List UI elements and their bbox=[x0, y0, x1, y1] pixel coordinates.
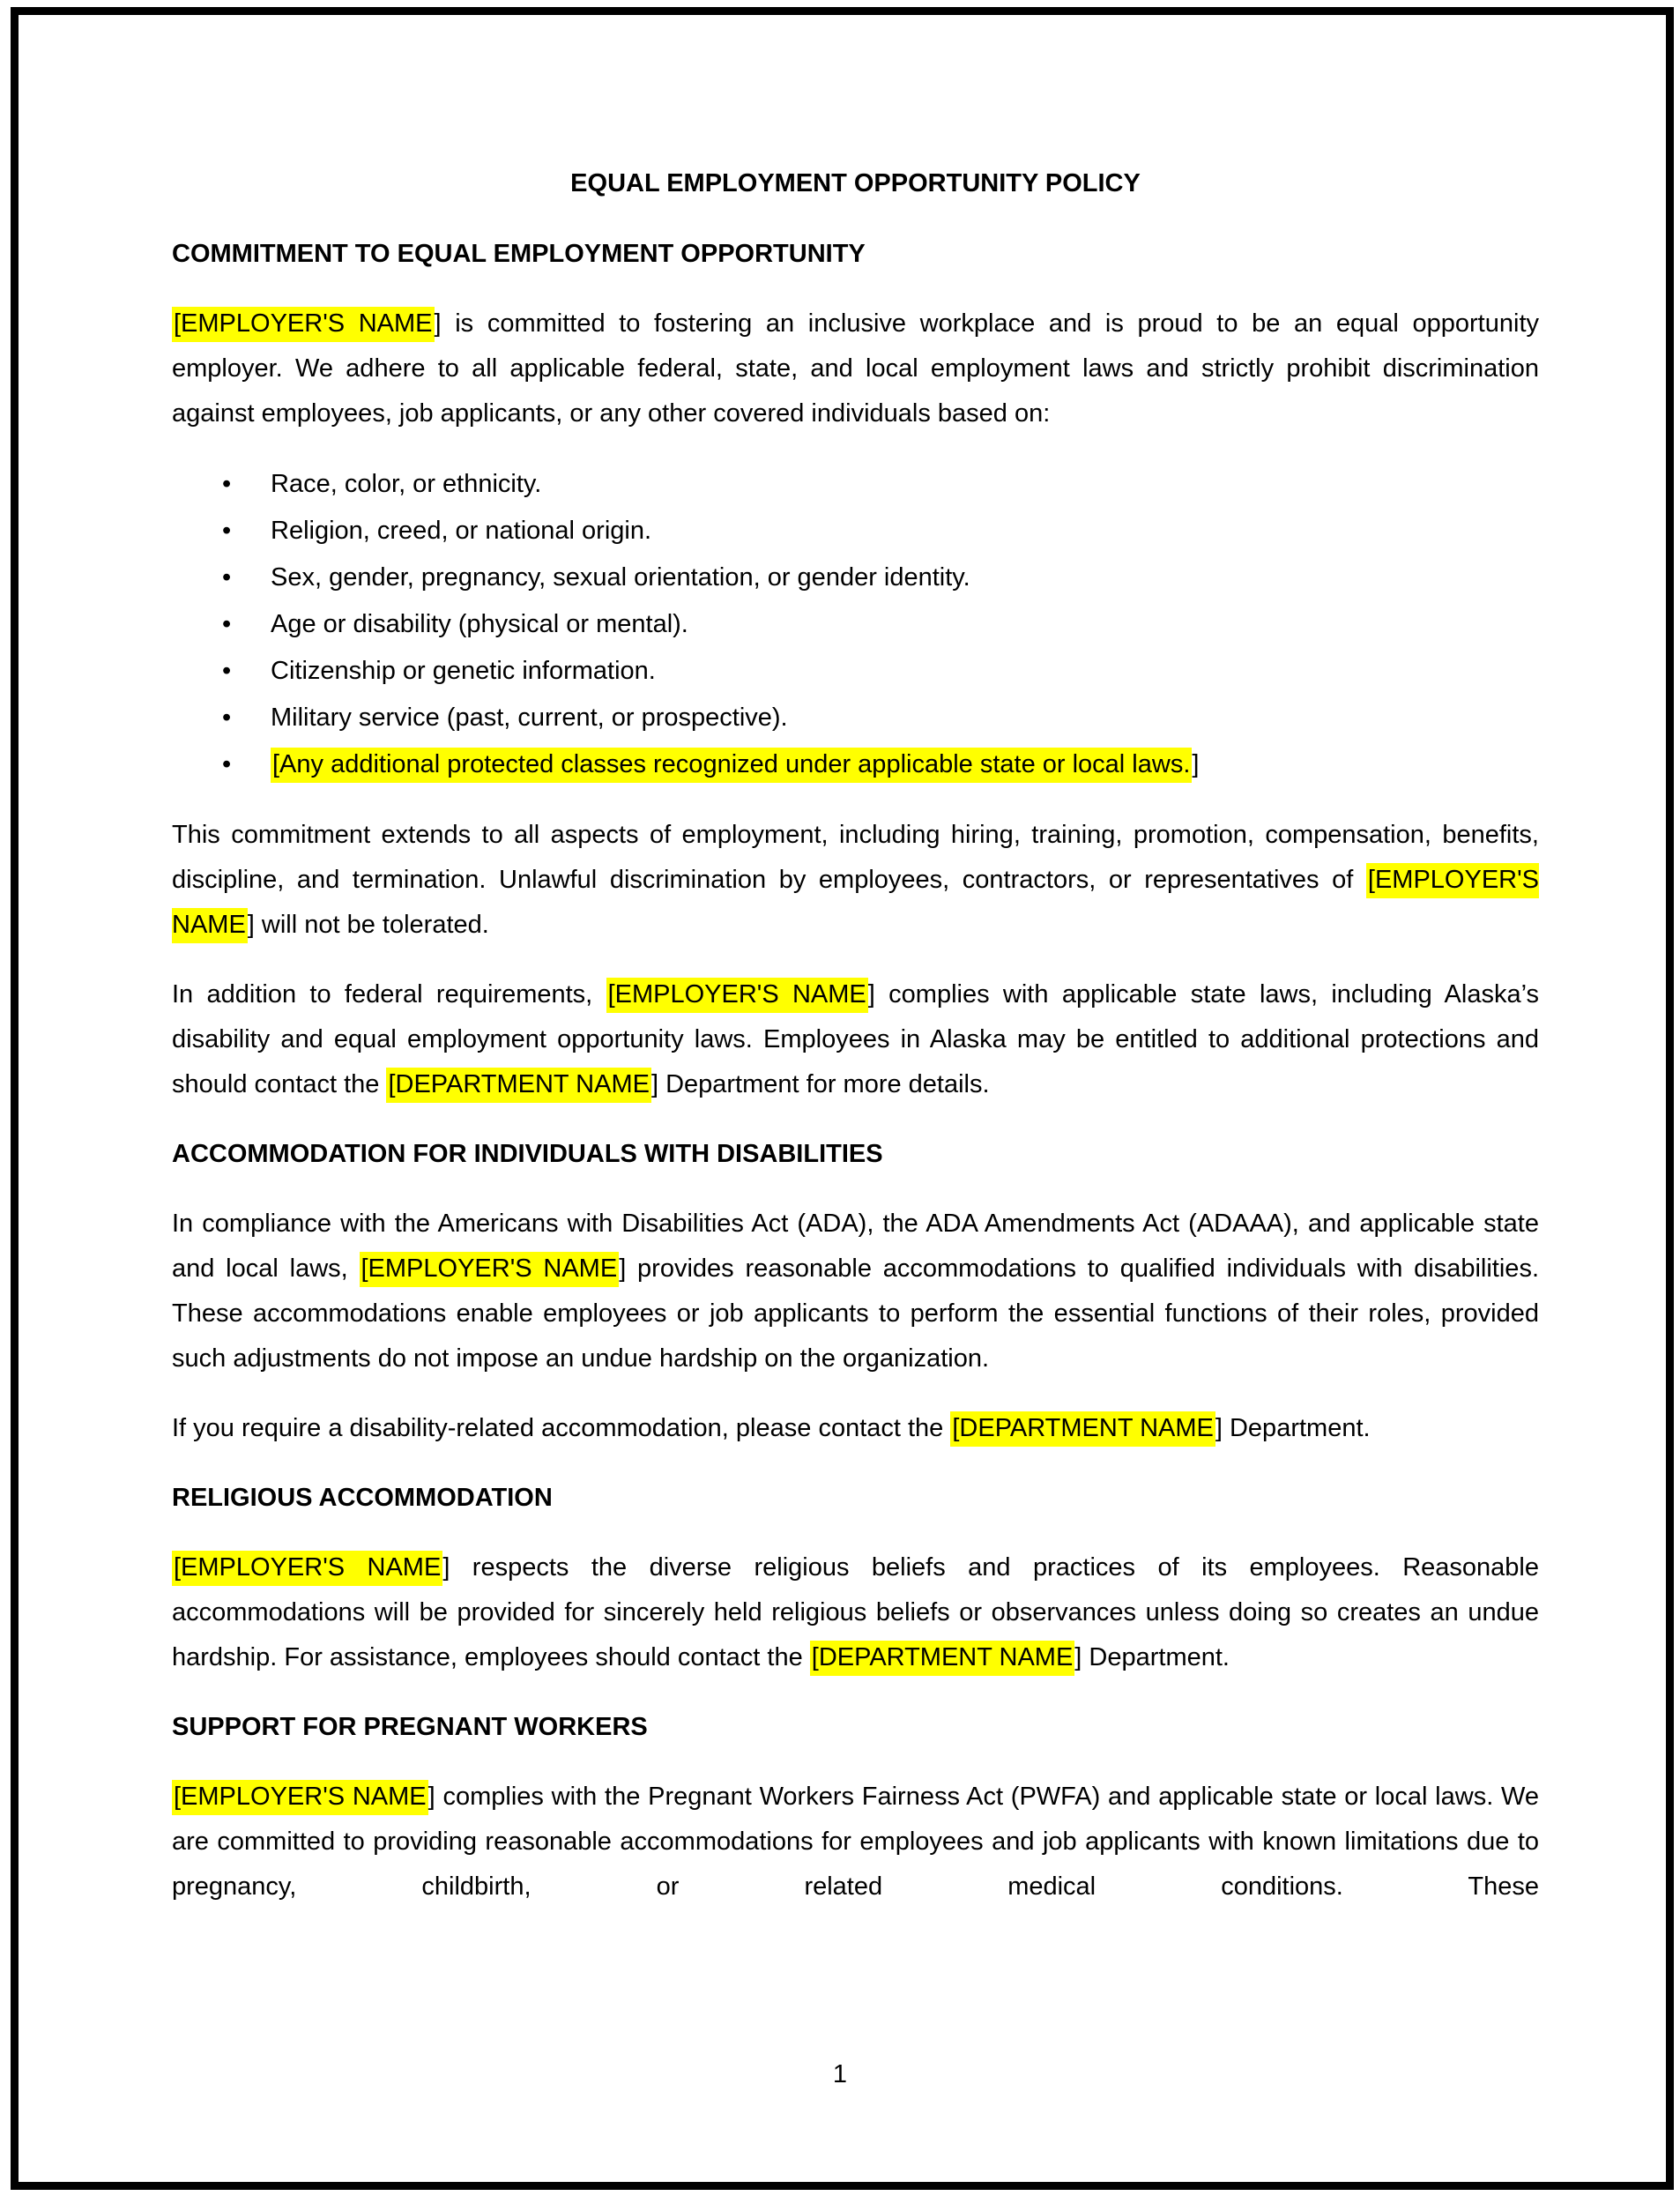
text-run: This commitment extends to all aspects of employment, including hiring, training, promotion, compensation, benefits, discipline, and termination. Unlawful discrimination by employees, contractors, or representatives of bbox=[172, 821, 1539, 894]
bullet-item bbox=[172, 648, 1539, 695]
placeholder-highlight: [EMPLOYER'S NAME bbox=[606, 978, 868, 1013]
bullet-item bbox=[172, 601, 1539, 648]
paragraph bbox=[172, 1775, 1539, 1909]
placeholder-highlight: [DEPARTMENT NAME bbox=[386, 1068, 651, 1103]
text-run: If you require a disability-related accommodation, please contact the bbox=[172, 1414, 951, 1442]
bullet-item bbox=[172, 741, 1539, 788]
placeholder-highlight: [DEPARTMENT NAME bbox=[810, 1641, 1075, 1676]
bullet-item bbox=[172, 555, 1539, 601]
text-run: ] provides reasonable accommodations to qualified individuals with disabilities. These accommodations enable employees or job applicants to perform the essential functions of their roles, provided such adjustments do not impose an undue hardship on the organization. bbox=[172, 1254, 1539, 1373]
text-run: Race, color, or ethnicity. bbox=[271, 470, 542, 498]
paragraph bbox=[172, 301, 1539, 436]
placeholder-highlight: [EMPLOYER'S NAME bbox=[172, 863, 1539, 943]
placeholder-highlight: [EMPLOYER'S NAME bbox=[172, 1780, 428, 1815]
bullet-icon: • bbox=[222, 470, 232, 498]
bullet-icon: • bbox=[222, 517, 232, 545]
paragraph bbox=[172, 1545, 1539, 1680]
text-run: Citizenship or genetic information. bbox=[271, 657, 656, 685]
text-run: Religion, creed, or national origin. bbox=[271, 517, 652, 545]
text-run: ] Department. bbox=[1074, 1643, 1230, 1671]
text-run: In compliance with the Americans with Disabilities Act (ADA), the ADA Amendments Act (ADAAA), and applicable state and local laws, bbox=[172, 1210, 1539, 1283]
document-title: EQUAL EMPLOYMENT OPPORTUNITY POLICY bbox=[570, 169, 1141, 197]
bullet-icon: • bbox=[222, 703, 232, 732]
text-run: ] bbox=[1192, 750, 1200, 778]
text-run: In addition to federal requirements, bbox=[172, 980, 606, 1009]
placeholder-highlight: [Any additional protected classes recognized under applicable state or local laws. bbox=[271, 748, 1192, 783]
text-run: Sex, gender, pregnancy, sexual orientation, or gender identity. bbox=[271, 563, 970, 592]
text-run: ] will not be tolerated. bbox=[247, 911, 489, 939]
document-body bbox=[172, 232, 1539, 1909]
text-run: ] respects the diverse religious beliefs and practices of its employees. Reasonable accommodations will be provided for sincerely held religious beliefs or observances unless doing so creates an undue hardship. For assistance, employees should contact the bbox=[172, 1553, 1540, 1671]
bullet-icon: • bbox=[222, 657, 232, 685]
text-run: ] Department for more details. bbox=[650, 1070, 990, 1098]
placeholder-highlight: [EMPLOYER'S NAME bbox=[172, 1551, 442, 1586]
text-run: ] complies with applicable state laws, including Alaska’s disability and equal employment opportunity laws. Employees in Alaska may be entitled to additional protections and should contact the bbox=[172, 980, 1539, 1098]
text-run: Age or disability (physical or mental). bbox=[271, 610, 688, 638]
section-heading: RELIGIOUS ACCOMMODATION bbox=[172, 1484, 553, 1512]
section-heading: SUPPORT FOR PREGNANT WORKERS bbox=[172, 1713, 648, 1741]
bullet-icon: • bbox=[222, 563, 232, 592]
text-run: ] complies with the Pregnant Workers Fairness Act (PWFA) and applicable state or local laws. We are committed to providing reasonable accommodations for employees and job applicants with known limitations due to pregnancy, childbirth, or related medical conditions. These bbox=[172, 1783, 1539, 1901]
bullet-icon: • bbox=[222, 750, 232, 778]
text-run: Military service (past, current, or prospective). bbox=[271, 703, 788, 732]
page-number: 1 bbox=[832, 2060, 848, 2088]
text-run: ] Department. bbox=[1215, 1414, 1371, 1442]
paragraph bbox=[172, 1406, 1539, 1451]
bullet-list bbox=[172, 461, 1539, 788]
placeholder-highlight: [DEPARTMENT NAME bbox=[950, 1411, 1215, 1447]
bullet-item bbox=[172, 695, 1539, 741]
paragraph bbox=[172, 1202, 1539, 1381]
section-heading: COMMITMENT TO EQUAL EMPLOYMENT OPPORTUNITY bbox=[172, 240, 866, 268]
bullet-icon: • bbox=[222, 610, 232, 638]
bullet-item bbox=[172, 508, 1539, 555]
section-heading: ACCOMMODATION FOR INDIVIDUALS WITH DISABILITIES bbox=[172, 1140, 883, 1168]
bullet-item bbox=[172, 461, 1539, 508]
paragraph bbox=[172, 972, 1539, 1107]
placeholder-highlight: [EMPLOYER'S NAME bbox=[172, 307, 435, 342]
paragraph bbox=[172, 813, 1539, 948]
placeholder-highlight: [EMPLOYER'S NAME bbox=[360, 1252, 620, 1287]
text-run: ] is committed to fostering an inclusive workplace and is proud to be an equal opportunity employer. We adhere to all applicable federal, state, and local employment laws and strictly prohibit discrimination against employees, job applicants, or any other covered individuals based on: bbox=[172, 309, 1539, 428]
